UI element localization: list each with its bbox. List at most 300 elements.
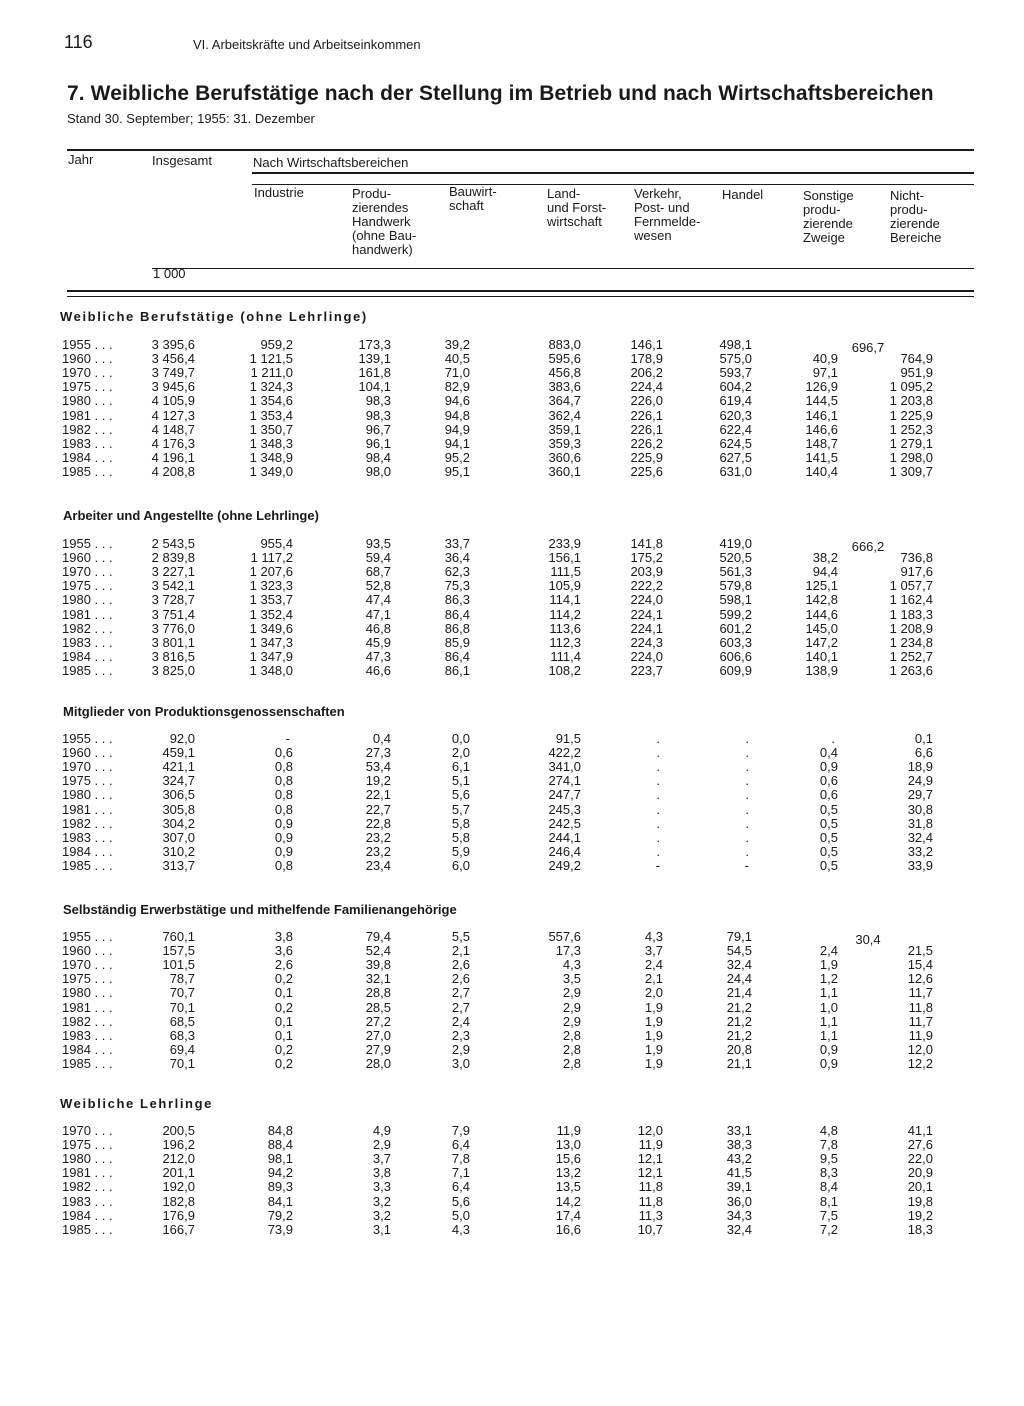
table-cell-insgesamt: 3 801,1 [151,634,195,650]
table-cell-nichtproduzierende: 11,8 [908,999,933,1015]
table-cell-industrie: 1 211,0 [250,365,293,381]
table-cell-bauwirtschaft: 2,7 [451,999,470,1015]
table-cell-industrie: 0,8 [274,759,293,775]
table-cell-handwerk: 3,2 [372,1207,391,1223]
row-year: 1960 . . . [62,943,113,959]
table-cell-verkehr: 141,8 [630,536,663,551]
table-cell-land-forst: 557,6 [548,929,581,944]
table-cell-handwerk: 46,6 [365,662,391,678]
table-cell-sonstige: 7,8 [819,1137,838,1153]
table-cell-bauwirtschaft: 7,1 [451,1165,470,1181]
table-cell-sonstige: 140,1 [805,648,838,664]
table-cell-handel: 21,2 [726,1027,752,1043]
table-cell-verkehr: 224,4 [630,379,663,395]
table-cell-insgesamt: 3 749,7 [151,365,195,381]
table-cell-bauwirtschaft: 5,6 [451,1193,470,1209]
row-year: 1981 . . . [62,407,113,423]
table-cell-verkehr: 2,0 [644,985,663,1001]
table-title: 7. Weibliche Berufstätige nach der Stellung im Betrieb und nach Wirtschaftsbereichen [67,82,934,105]
table-cell-bauwirtschaft: 39,2 [444,337,470,352]
table-cell-verkehr: 224,0 [630,648,663,664]
table-cell-land-forst: 11,9 [556,1123,581,1138]
table-cell-nichtproduzierende: 1 203,8 [889,393,933,409]
table-cell-verkehr: 206,2 [630,365,663,381]
section-heading: Selbständig Erwerbstätige und mithelfende Familienangehörige [63,902,457,917]
table-cell-verkehr: 2,1 [644,971,663,987]
table-cell-handel: 606,6 [719,648,752,664]
table-cell-handel: 598,1 [719,592,752,608]
table-cell-insgesamt: 3 728,7 [151,592,195,608]
table-cell-handel: 601,2 [719,620,752,636]
table-cell-verkehr: 11,8 [638,1193,663,1209]
table-cell-nichtproduzierende: 1 095,2 [889,379,933,395]
row-year: 1955 . . . [62,731,113,746]
table-cell-land-forst: 360,6 [548,449,581,465]
header-col-verkehr: Verkehr, Post- und Fernmelde- wesen [634,186,701,243]
row-year: 1980 . . . [62,787,113,803]
table-cell-nichtproduzierende: 1 263,6 [889,662,933,678]
table-cell-handwerk: 3,2 [372,1193,391,1209]
table-cell-bauwirtschaft: 82,9 [444,379,470,395]
table-cell-sonstige: 0,6 [819,773,838,789]
row-year: 1975 . . . [62,773,113,789]
top-rule [67,149,974,151]
table-cell-nichtproduzierende: 1 057,7 [889,578,933,594]
table-cell-land-forst: 2,9 [562,999,581,1015]
row-year: 1985 . . . [62,463,113,479]
table-cell-industrie: 1 349,0 [249,463,293,479]
table-cell-verkehr: 1,9 [644,1041,663,1057]
table-cell-land-forst: 362,4 [548,407,581,423]
table-cell-industrie: 1 207,6 [249,564,293,580]
table-cell-bauwirtschaft: 2,6 [451,957,470,973]
table-cell-verkehr: . [656,843,660,859]
table-cell-verkehr: 226,1 [630,421,663,437]
table-cell-industrie: 955,4 [260,536,293,551]
table-cell-nichtproduzierende: 12,0 [907,1041,933,1057]
table-cell-verkehr: 226,1 [630,407,663,423]
table-cell-handel: . [745,731,749,746]
table-cell-sonstige: 0,9 [819,1041,838,1057]
table-cell-verkehr: 1,9 [644,1027,663,1043]
table-cell-handel: 419,0 [719,536,752,551]
table-cell-land-forst: 2,9 [562,1013,581,1029]
table-cell-bauwirtschaft: 71,0 [444,365,470,381]
header-bottom-rule [67,290,974,292]
table-cell-industrie: 79,2 [267,1207,293,1223]
table-cell-industrie: 1 324,3 [249,379,293,395]
table-cell-handel: 32,4 [726,1221,752,1237]
header-jahr: Jahr [68,152,94,167]
header-col-nichtproduzierende: Nicht- produ- zierende Bereiche [890,188,942,245]
table-cell-sonstige: 126,9 [805,379,838,395]
row-year: 1983 . . . [62,1027,113,1043]
table-cell-handel: . [745,815,749,831]
table-cell-verkehr: . [656,815,660,831]
table-cell-nichtproduzierende: 20,1 [907,1179,933,1195]
table-cell-bauwirtschaft: 7,8 [451,1151,470,1167]
table-cell-bauwirtschaft: 5,8 [451,815,470,831]
table-cell-handel: . [745,829,749,845]
table-cell-handel: . [745,773,749,789]
table-cell-insgesamt: 3 751,4 [151,606,195,622]
table-cell-industrie: 2,6 [274,957,293,973]
row-year: 1970 . . . [62,564,113,580]
row-year: 1955 . . . [62,337,113,352]
table-cell-nichtproduzierende: 6,6 [914,745,933,761]
row-year: 1970 . . . [62,365,113,381]
table-cell-handel: 24,4 [726,971,752,987]
table-cell-verkehr: 11,3 [638,1207,663,1223]
table-cell-insgesamt: 78,7 [169,971,195,987]
table-cell-sonstige: 145,0 [805,620,838,636]
row-year: 1955 . . . [62,929,113,944]
table-cell-land-forst: 16,6 [555,1221,581,1237]
table-cell-bauwirtschaft: 2,1 [451,943,470,959]
table-cell-verkehr: 225,6 [630,463,663,479]
table-cell-land-forst: 114,2 [549,606,581,622]
table-cell-sonstige: 138,9 [805,662,838,678]
table-cell-handwerk: 96,1 [365,435,391,451]
table-cell-handwerk: 46,8 [365,620,391,636]
table-cell-bauwirtschaft: 5,9 [451,843,470,859]
table-cell-handel: 79,1 [726,929,752,944]
table-cell-insgesamt: 760,1 [162,929,195,944]
header-col-sonstige: Sonstige produ- zierende Zweige [803,188,854,245]
table-cell-handwerk: 23,2 [365,829,391,845]
table-cell-insgesamt: 92,0 [169,731,195,746]
table-cell-insgesamt: 3 816,5 [151,648,195,664]
table-cell-sonstige: 144,6 [805,606,838,622]
table-cell-sonstige-nicht-combined: 30,4 [855,932,881,947]
table-cell-sonstige: 0,5 [819,843,838,859]
table-cell-verkehr: 225,9 [630,449,663,465]
table-cell-industrie: 1 323,3 [249,578,293,594]
table-cell-handwerk: 98,4 [365,449,391,465]
row-year: 1975 . . . [62,379,113,395]
table-cell-industrie: 1 349,6 [249,620,293,636]
table-cell-nichtproduzierende: 12,2 [907,1055,933,1071]
row-year: 1981 . . . [62,606,113,622]
table-cell-handwerk: 3,1 [372,1221,391,1237]
table-cell-handel: 43,2 [726,1151,752,1167]
table-cell-sonstige: 8,3 [819,1165,838,1181]
table-cell-insgesamt: 3 776,0 [151,620,195,636]
table-cell-nichtproduzierende: 11,9 [908,1027,933,1043]
table-cell-insgesamt: 421,1 [162,759,195,775]
table-cell-handel: 620,3 [719,407,752,423]
table-cell-handel: 21,2 [726,999,752,1015]
table-cell-nichtproduzierende: 41,1 [907,1123,933,1138]
table-cell-handel: 32,4 [726,957,752,973]
table-cell-handwerk: 47,1 [365,606,391,622]
table-cell-handel: 604,2 [719,379,752,395]
table-cell-handwerk: 3,3 [372,1179,391,1195]
table-cell-bauwirtschaft: 95,1 [444,463,470,479]
table-cell-handel: 627,5 [719,449,752,465]
table-cell-industrie: 0,8 [274,787,293,803]
table-cell-insgesamt: 68,5 [169,1013,195,1029]
row-year: 1982 . . . [62,421,113,437]
table-cell-nichtproduzierende: 1 309,7 [889,463,933,479]
table-cell-handwerk: 28,8 [365,985,391,1001]
table-cell-handel: . [745,745,749,761]
table-cell-handel: 498,1 [719,337,752,352]
table-cell-insgesamt: 101,5 [162,957,195,973]
row-year: 1982 . . . [62,1013,113,1029]
table-cell-sonstige: 140,4 [805,463,838,479]
row-year: 1985 . . . [62,1055,113,1071]
table-cell-verkehr: . [656,773,660,789]
table-cell-land-forst: 4,3 [562,957,581,973]
table-cell-verkehr: 12,1 [637,1151,663,1167]
row-year: 1982 . . . [62,815,113,831]
table-cell-handwerk: 53,4 [365,759,391,775]
table-cell-handwerk: 4,9 [372,1123,391,1138]
table-cell-handwerk: 98,3 [365,407,391,423]
table-cell-sonstige: 1,1 [819,1013,838,1029]
table-cell-bauwirtschaft: 2,6 [451,971,470,987]
table-cell-handwerk: 47,4 [365,592,391,608]
table-cell-handwerk: 27,0 [365,1027,391,1043]
table-cell-insgesamt: 192,0 [162,1179,195,1195]
table-cell-land-forst: 108,2 [548,662,581,678]
table-cell-handwerk: 3,7 [372,1151,391,1167]
table-cell-bauwirtschaft: 2,4 [451,1013,470,1029]
row-year: 1970 . . . [62,759,113,775]
table-cell-handel: . [745,787,749,803]
table-cell-insgesamt: 3 542,1 [151,578,195,594]
header-col-handel: Handel [722,187,764,202]
table-cell-sonstige: 9,5 [819,1151,838,1167]
table-cell-insgesamt: 3 227,1 [151,564,195,580]
table-cell-verkehr: 226,0 [630,393,663,409]
table-cell-verkehr: . [656,759,660,775]
table-cell-insgesamt: 70,1 [169,999,195,1015]
table-cell-handel: - [744,857,749,873]
header-col-handwerk: Produ- zierendes Handwerk (ohne Bau- handwerk) [352,186,417,257]
table-cell-land-forst: 105,9 [548,578,581,594]
table-cell-land-forst: 17,3 [555,943,581,959]
table-cell-insgesamt: 166,7 [162,1221,195,1237]
table-cell-land-forst: 17,4 [555,1207,581,1223]
table-cell-handel: 33,1 [726,1123,752,1138]
table-cell-handel: 520,5 [719,550,752,566]
table-cell-handwerk: 3,8 [372,1165,391,1181]
table-cell-industrie: 94,2 [267,1165,293,1181]
table-cell-verkehr: 146,1 [630,337,663,352]
table-cell-sonstige: 7,5 [819,1207,838,1223]
row-year: 1984 . . . [62,648,113,664]
table-cell-handwerk: 22,7 [365,801,391,817]
table-cell-handwerk: 0,4 [372,731,391,746]
table-cell-sonstige: 2,4 [819,943,838,959]
table-cell-nichtproduzierende: 1 225,9 [889,407,933,423]
table-cell-sonstige: . [831,731,835,746]
row-year: 1983 . . . [62,634,113,650]
table-cell-land-forst: 247,7 [548,787,581,803]
table-cell-land-forst: 111,4 [550,648,581,664]
table-cell-nichtproduzierende: 1 208,9 [889,620,933,636]
table-cell-nichtproduzierende: 30,8 [907,801,933,817]
table-cell-land-forst: 341,0 [548,759,581,775]
header-bottom-rule-2 [67,296,974,297]
table-cell-industrie: 1 353,4 [249,407,293,423]
table-cell-industrie: 3,6 [274,943,293,959]
section-heading: Weibliche Berufstätige (ohne Lehrlinge) [60,309,368,324]
table-cell-handwerk: 28,0 [365,1055,391,1071]
table-cell-industrie: 84,8 [267,1123,293,1138]
table-cell-bauwirtschaft: 86,4 [444,606,470,622]
table-cell-bauwirtschaft: 3,0 [451,1055,470,1071]
table-cell-sonstige: 0,5 [819,829,838,845]
table-cell-verkehr: 1,9 [644,1013,663,1029]
table-cell-nichtproduzierende: 1 162,4 [889,592,933,608]
table-cell-bauwirtschaft: 7,9 [451,1123,470,1138]
table-cell-sonstige: 148,7 [805,435,838,451]
table-cell-handel: 38,3 [726,1137,752,1153]
table-cell-industrie: 0,1 [274,1027,293,1043]
table-cell-sonstige: 1,0 [819,999,838,1015]
table-cell-bauwirtschaft: 5,8 [451,829,470,845]
table-cell-sonstige: 0,4 [819,745,838,761]
table-cell-verkehr: 2,4 [644,957,663,973]
table-cell-handwerk: 161,8 [358,365,391,381]
table-cell-industrie: 1 354,6 [249,393,293,409]
table-cell-bauwirtschaft: 6,1 [451,759,470,775]
table-cell-sonstige: 146,6 [805,421,838,437]
table-cell-sonstige: 141,5 [805,449,838,465]
table-cell-handwerk: 98,0 [365,463,391,479]
table-cell-land-forst: 14,2 [555,1193,581,1209]
table-cell-nichtproduzierende: 15,4 [907,957,933,973]
table-cell-bauwirtschaft: 85,9 [444,634,470,650]
table-cell-handel: 39,1 [726,1179,752,1195]
table-cell-industrie: 88,4 [267,1137,293,1153]
table-cell-bauwirtschaft: 5,7 [451,801,470,817]
table-cell-bauwirtschaft: 62,3 [444,564,470,580]
table-cell-handwerk: 45,9 [365,634,391,650]
table-cell-bauwirtschaft: 94,9 [444,421,470,437]
table-cell-land-forst: 91,5 [555,731,581,746]
table-cell-handel: 575,0 [719,351,752,367]
row-year: 1984 . . . [62,1207,113,1223]
table-cell-nichtproduzierende: 1 298,0 [889,449,933,465]
table-cell-insgesamt: 4 176,3 [151,435,195,451]
group-rule [252,172,974,174]
table-cell-insgesamt: 201,1 [162,1165,195,1181]
row-year: 1982 . . . [62,620,113,636]
subgroup-rule [252,184,974,185]
table-cell-land-forst: 456,8 [548,365,581,381]
row-year: 1970 . . . [62,1123,113,1138]
table-cell-handwerk: 93,5 [365,536,391,551]
table-cell-industrie: 0,9 [274,815,293,831]
table-cell-land-forst: 360,1 [548,463,581,479]
table-cell-handwerk: 139,1 [358,351,391,367]
table-cell-land-forst: 112,3 [549,634,581,650]
header-insgesamt: Insgesamt [152,153,212,168]
table-cell-industrie: 1 347,9 [249,648,293,664]
table-cell-industrie: 0,9 [274,829,293,845]
table-cell-verkehr: 12,1 [637,1165,663,1181]
section-heading: Weibliche Lehrlinge [60,1096,213,1111]
table-cell-nichtproduzierende: 917,6 [900,564,933,580]
table-cell-verkehr: 224,3 [630,634,663,650]
table-cell-handwerk: 27,3 [365,745,391,761]
table-cell-land-forst: 13,0 [555,1137,581,1153]
row-year: 1980 . . . [62,393,113,409]
table-cell-handel: 619,4 [719,393,752,409]
table-cell-land-forst: 2,8 [562,1055,581,1071]
table-cell-nichtproduzierende: 19,8 [907,1193,933,1209]
table-cell-insgesamt: 304,2 [162,815,195,831]
table-cell-insgesamt: 212,0 [162,1151,195,1167]
row-year: 1975 . . . [62,578,113,594]
table-cell-bauwirtschaft: 86,1 [444,662,470,678]
table-cell-industrie: 0,8 [274,773,293,789]
row-year: 1985 . . . [62,857,113,873]
table-cell-industrie: 0,6 [274,745,293,761]
table-cell-industrie: 73,9 [267,1221,293,1237]
table-cell-insgesamt: 459,1 [162,745,195,761]
table-cell-handel: 622,4 [719,421,752,437]
table-cell-verkehr: 222,2 [630,578,663,594]
table-cell-handwerk: 52,8 [365,578,391,594]
table-cell-insgesamt: 4 105,9 [151,393,195,409]
row-year: 1985 . . . [62,1221,113,1237]
table-cell-land-forst: 242,5 [548,815,581,831]
table-cell-handel: 624,5 [719,435,752,451]
table-cell-sonstige: 142,8 [805,592,838,608]
table-cell-verkehr: . [656,801,660,817]
table-cell-verkehr: 3,7 [644,943,663,959]
table-cell-sonstige: 7,2 [819,1221,838,1237]
table-cell-insgesamt: 70,1 [169,1055,195,1071]
row-year: 1982 . . . [62,1179,113,1195]
table-cell-bauwirtschaft: 86,4 [444,648,470,664]
table-cell-insgesamt: 157,5 [162,943,195,959]
row-year: 1960 . . . [62,351,113,367]
table-cell-verkehr: - [655,857,660,873]
table-cell-land-forst: 13,2 [555,1165,581,1181]
table-cell-handel: 609,9 [719,662,752,678]
table-cell-land-forst: 422,2 [548,745,581,761]
table-cell-verkehr: . [656,745,660,761]
table-cell-nichtproduzierende: 18,3 [907,1221,933,1237]
table-cell-insgesamt: 176,9 [162,1207,195,1223]
table-cell-handel: 34,3 [726,1207,752,1223]
table-cell-handel: 561,3 [719,564,752,580]
table-cell-sonstige: 146,1 [805,407,838,423]
table-cell-handel: 599,2 [719,606,752,622]
table-cell-land-forst: 114,1 [549,592,581,608]
table-cell-verkehr: 1,9 [644,1055,663,1071]
table-cell-industrie: 0,2 [274,999,293,1015]
table-cell-handel: 593,7 [719,365,752,381]
table-cell-land-forst: 3,5 [562,971,581,987]
table-cell-sonstige: 125,1 [805,578,838,594]
table-cell-handel: 36,0 [726,1193,752,1209]
table-cell-nichtproduzierende: 11,7 [908,985,933,1001]
table-cell-bauwirtschaft: 36,4 [444,550,470,566]
unit-rule [152,268,974,269]
table-cell-nichtproduzierende: 12,6 [907,971,933,987]
table-cell-sonstige: 0,6 [819,787,838,803]
table-cell-handel: . [745,759,749,775]
table-cell-handel: . [745,843,749,859]
table-cell-insgesamt: 310,2 [162,843,195,859]
